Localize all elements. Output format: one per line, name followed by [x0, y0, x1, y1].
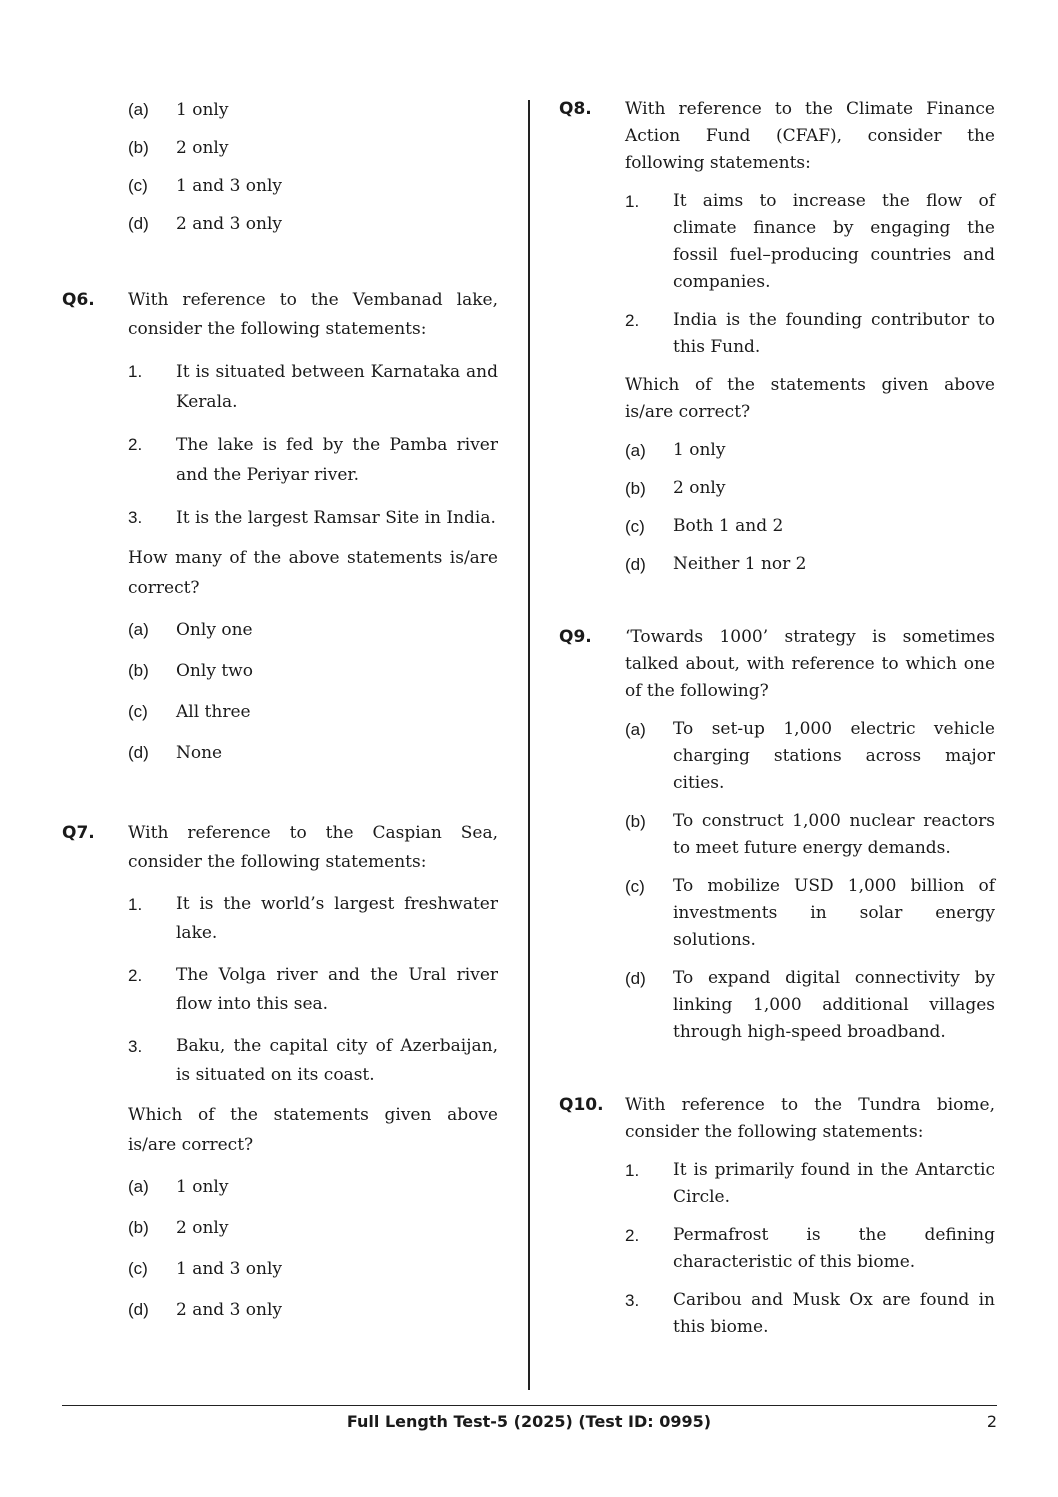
option-label: (b) [128, 661, 149, 680]
question-number: Q8. [559, 99, 592, 119]
question-stem: With reference to the Tundra biome, consider the following statements: [625, 1095, 995, 1142]
statement-text: Caribou and Musk Ox are found in this biome. [673, 1290, 995, 1337]
question-q9 [559, 624, 995, 1046]
option-text: To set-up 1,000 electric vehicle charging stations across major cities. [673, 719, 995, 793]
option-c[interactable] [625, 873, 995, 954]
statement-number: 1. [625, 1161, 640, 1180]
statement-2 [128, 430, 498, 490]
option-label: (d) [128, 1300, 149, 1319]
option-text: 1 and 3 only [176, 1259, 283, 1279]
statement-number: 1. [128, 895, 143, 914]
question-stem: ‘Towards 1000’ strategy is sometimes talked about, with reference to which one of the following? [625, 627, 995, 701]
option-d[interactable] [625, 551, 995, 578]
option-a[interactable] [625, 716, 995, 797]
option-text: To mobilize USD 1,000 billion of investments in solar energy solutions. [673, 876, 995, 950]
statement-number: 1. [625, 192, 640, 211]
statement-3 [625, 1287, 995, 1341]
option-text: To expand digital connectivity by linking 1,000 additional villages through high-speed broadband. [673, 968, 995, 1042]
statement-number: 2. [128, 966, 143, 985]
question-q7 [62, 819, 498, 1324]
statement-number: 2. [625, 1226, 640, 1245]
statement-text: It is primarily found in the Antarctic Circle. [673, 1160, 995, 1207]
option-label: (a) [128, 620, 149, 639]
statement-3 [128, 1032, 498, 1090]
option-d[interactable] [128, 1296, 498, 1324]
question-number: Q6. [62, 290, 95, 310]
statement-number: 2. [128, 435, 143, 454]
option-c[interactable] [128, 698, 498, 726]
statement-1 [625, 1157, 995, 1211]
option-b[interactable] [625, 808, 995, 862]
statement-3 [128, 503, 498, 533]
question-prompt: Which of the statements given above is/are correct? [625, 375, 995, 422]
question-q8 [559, 96, 995, 578]
option-text: To construct 1,000 nuclear reactors to meet future energy demands. [673, 811, 995, 858]
statement-text: It is the world’s largest freshwater lake. [176, 894, 498, 943]
question-number: Q10. [559, 1095, 604, 1115]
option-b[interactable] [128, 134, 498, 162]
statement-1 [128, 357, 498, 417]
option-text: 1 only [673, 440, 726, 460]
option-text: Both 1 and 2 [673, 516, 784, 536]
option-label: (c) [625, 877, 645, 896]
option-label: (c) [128, 176, 148, 195]
option-c[interactable] [625, 513, 995, 540]
statement-text: It aims to increase the flow of climate finance by engaging the fossil fuel–producing countries and companies. [673, 191, 995, 292]
statement-text: Permafrost is the defining characteristic of this biome. [673, 1225, 995, 1272]
question-number: Q7. [62, 823, 95, 843]
option-label: (a) [625, 720, 646, 739]
option-c[interactable] [128, 1255, 498, 1283]
page-number: 2 [986, 1412, 997, 1431]
question-stem: With reference to the Vembanad lake, consider the following statements: [128, 290, 498, 339]
option-label: (a) [625, 441, 646, 460]
carryover-options [62, 96, 498, 238]
column-divider [528, 100, 530, 1390]
option-text: All three [176, 702, 251, 722]
statement-1 [128, 890, 498, 948]
option-text: 2 and 3 only [176, 1300, 283, 1320]
option-d[interactable] [128, 739, 498, 767]
question-prompt: How many of the above statements is/are correct? [128, 548, 498, 598]
option-text: 2 only [673, 478, 726, 498]
option-label: (d) [128, 743, 149, 762]
option-b[interactable] [128, 657, 498, 685]
footer-title: Full Length Test-5 (2025) (Test ID: 0995) [346, 1412, 712, 1431]
option-label: (a) [128, 100, 149, 119]
question-q6 [62, 286, 498, 767]
statement-text: It is situated between Karnataka and Kerala. [176, 362, 498, 412]
option-c[interactable] [128, 172, 498, 200]
option-label: (d) [625, 555, 646, 574]
statement-text: It is the largest Ramsar Site in India. [176, 508, 496, 528]
statement-1 [625, 188, 995, 296]
statement-number: 3. [625, 1291, 640, 1310]
option-b[interactable] [128, 1214, 498, 1242]
option-text: 1 only [176, 100, 229, 120]
statement-2 [128, 961, 498, 1019]
statement-text: Baku, the capital city of Azerbaijan, is situated on its coast. [176, 1036, 498, 1085]
option-b[interactable] [625, 475, 995, 502]
option-label: (c) [128, 1259, 148, 1278]
option-label: (a) [128, 1177, 149, 1196]
option-text: Only two [176, 661, 253, 681]
question-stem: With reference to the Caspian Sea, consider the following statements: [128, 823, 498, 872]
left-column [62, 96, 498, 1324]
option-text: 2 and 3 only [176, 214, 283, 234]
statement-number: 2. [625, 311, 640, 330]
statement-number: 1. [128, 362, 143, 381]
statement-text: The lake is fed by the Pamba river and the Periyar river. [176, 435, 498, 485]
statement-text: India is the founding contributor to this Fund. [673, 310, 995, 357]
question-prompt: Which of the statements given above is/are correct? [128, 1105, 498, 1155]
option-label: (d) [128, 214, 149, 233]
option-label: (b) [625, 812, 646, 831]
option-a[interactable] [128, 616, 498, 644]
option-a[interactable] [128, 96, 498, 124]
option-a[interactable] [625, 437, 995, 464]
option-label: (b) [128, 138, 149, 157]
option-label: (b) [625, 479, 646, 498]
option-text: None [176, 743, 223, 763]
option-text: 1 and 3 only [176, 176, 283, 196]
statement-number: 3. [128, 1037, 143, 1056]
option-text: 1 only [176, 1177, 229, 1197]
right-column [559, 96, 995, 1341]
option-d[interactable] [128, 210, 498, 238]
question-q10 [559, 1092, 995, 1341]
option-d[interactable] [625, 965, 995, 1046]
statement-number: 3. [128, 508, 143, 527]
statement-2 [625, 307, 995, 361]
option-a[interactable] [128, 1173, 498, 1201]
option-text: Only one [176, 620, 253, 640]
footer-rule [62, 1405, 997, 1406]
statement-2 [625, 1222, 995, 1276]
option-label: (c) [625, 517, 645, 536]
option-text: 2 only [176, 1218, 229, 1238]
option-text: Neither 1 nor 2 [673, 554, 807, 574]
option-text: 2 only [176, 138, 229, 158]
option-label: (c) [128, 702, 148, 721]
statement-text: The Volga river and the Ural river flow into this sea. [176, 965, 498, 1014]
option-label: (d) [625, 969, 646, 988]
option-label: (b) [128, 1218, 149, 1237]
question-stem: With reference to the Climate Finance Action Fund (CFAF), consider the following statements: [625, 99, 995, 173]
question-number: Q9. [559, 627, 592, 647]
